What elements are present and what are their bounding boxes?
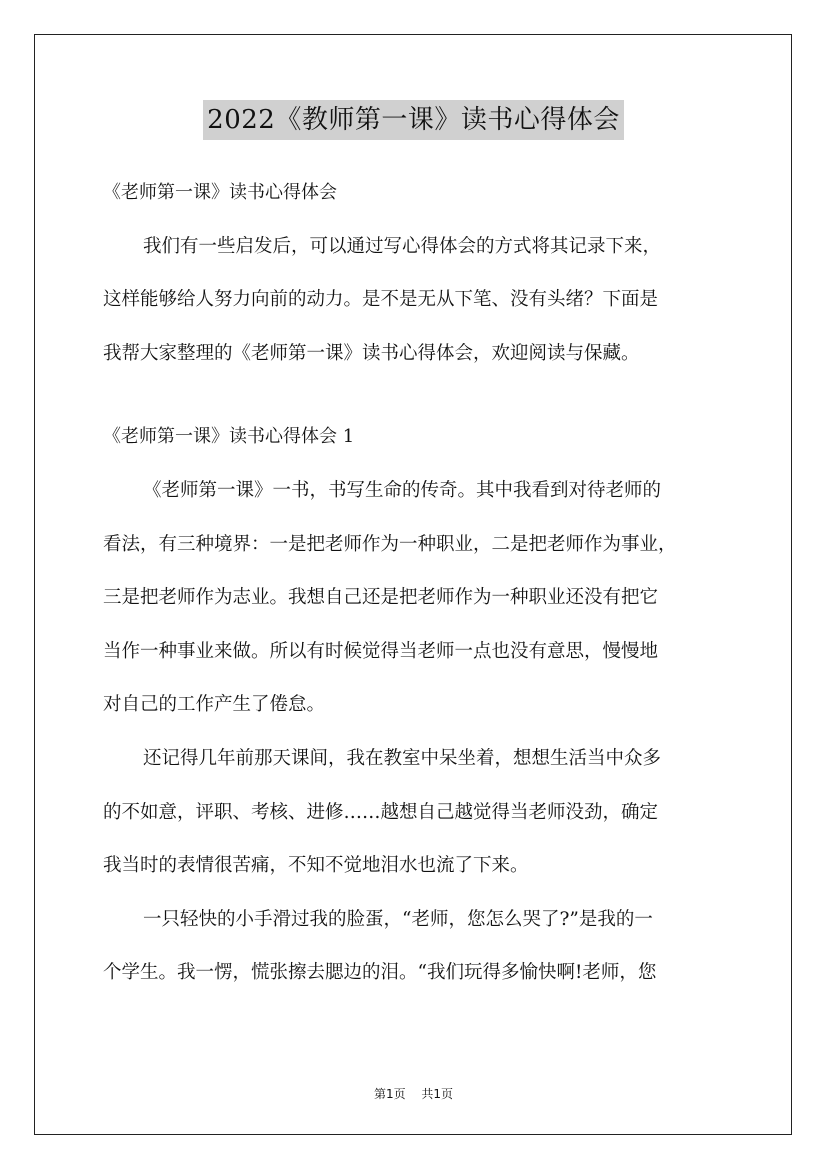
intro-line: 我帮大家整理的《老师第一课》读书心得体会，欢迎阅读与保藏。: [103, 342, 640, 364]
paragraph-line: 的不如意，评职、考核、进修……越想自己越觉得当老师没劲，确定: [103, 801, 659, 823]
page-footer: [0, 1085, 827, 1102]
subtitle: 《老师第一课》读书心得体会: [103, 182, 337, 203]
document-body: [103, 176, 733, 1010]
paragraph-line: 当作一种事业来做。所以有时候觉得当老师一点也没有意思，慢慢地: [103, 640, 659, 662]
page-total: 共1页: [421, 1087, 454, 1101]
document-title: 2022《教师第一课》读书心得体会: [203, 100, 624, 140]
intro-line: 我们有一些启发后，可以通过写心得体会的方式将其记录下来，: [143, 235, 662, 257]
paragraph-line: 我当时的表情很苦痛，不知不觉地泪水也流了下来。: [103, 855, 529, 877]
page-number: 第1页: [373, 1087, 406, 1101]
title-block: [0, 100, 827, 140]
paragraph-line: 看法，有三种境界：一是把老师作为一种职业，二是把老师作为事业，: [103, 533, 677, 555]
paragraph-line: 还记得几年前那天课间，我在教室中呆坐着，想想生活当中众多: [143, 747, 662, 769]
paragraph-line: 个学生。我一愣，慌张擦去腮边的泪。“我们玩得多愉快啊!老师，您: [103, 962, 657, 984]
section-heading: 《老师第一课》读书心得体会 1: [103, 426, 355, 448]
paragraph-line: 对自己的工作产生了倦怠。: [103, 694, 326, 716]
paragraph-line: 《老师第一课》一书，书写生命的传奇。其中我看到对待老师的: [143, 479, 662, 501]
paragraph-line: 一只轻快的小手滑过我的脸蛋，“老师，您怎么哭了?”是我的一: [143, 908, 653, 930]
intro-line: 这样能够给人努力向前的动力。是不是无从下笔、没有头绪？下面是: [103, 289, 659, 311]
paragraph-line: 三是把老师作为志业。我想自己还是把老师作为一种职业还没有把它: [103, 587, 659, 609]
